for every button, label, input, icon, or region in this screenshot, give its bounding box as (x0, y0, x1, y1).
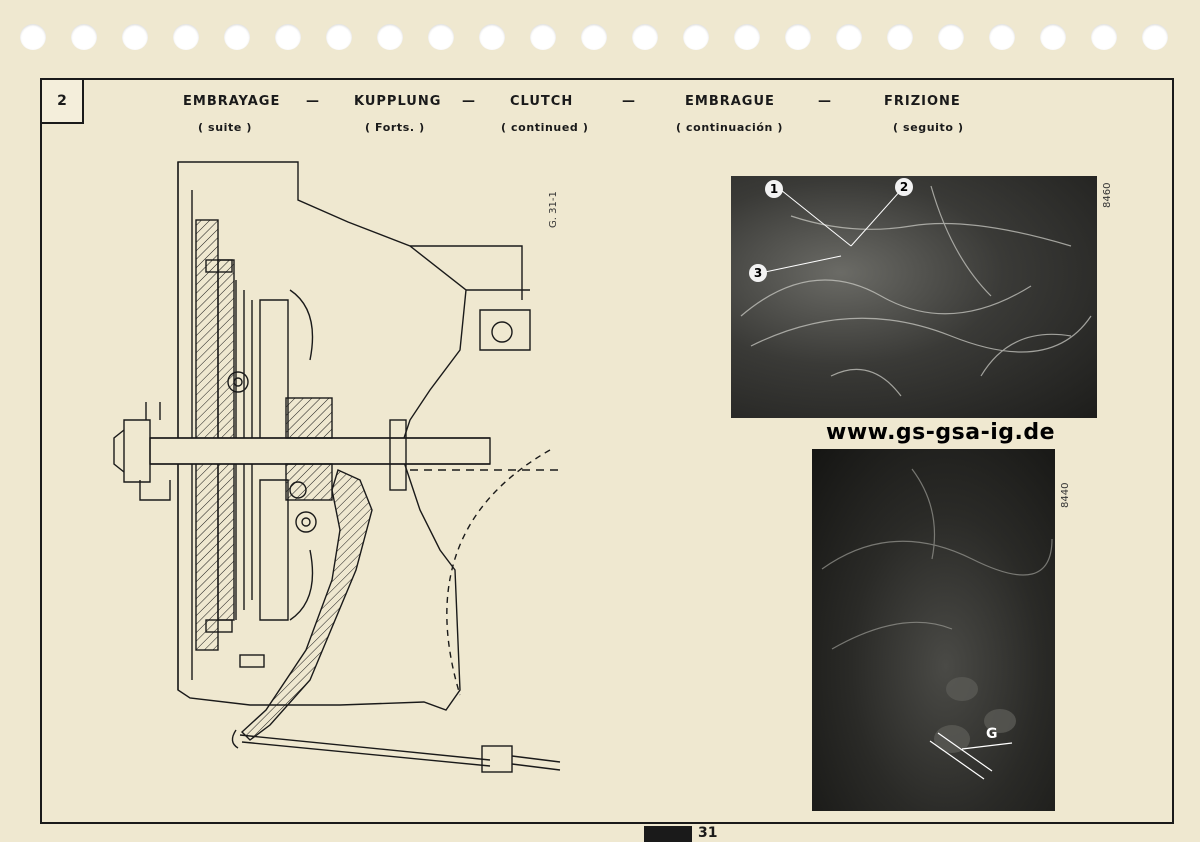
binder-hole (20, 24, 46, 50)
binder-hole (989, 24, 1015, 50)
binder-hole (683, 24, 709, 50)
heading-english: CLUTCH (510, 94, 574, 109)
binder-hole (428, 24, 454, 50)
subheading-french: ( suite ) (198, 121, 252, 134)
callout-2: 2 (895, 178, 913, 196)
subheading-italian: ( seguito ) (893, 121, 964, 134)
clutch-pedal-photo-bottom (812, 449, 1055, 811)
heading-separator: — (462, 94, 475, 109)
heading-separator: — (622, 94, 635, 109)
heading-separator: — (818, 94, 831, 109)
binder-hole (122, 24, 148, 50)
binder-hole (938, 24, 964, 50)
section-number: 2 (40, 78, 84, 124)
binder-hole (734, 24, 760, 50)
binder-hole (836, 24, 862, 50)
binder-hole (1040, 24, 1066, 50)
heading-french: EMBRAYAGE (183, 94, 281, 109)
binder-hole (887, 24, 913, 50)
engine-bay-photo-top (731, 176, 1097, 418)
binder-hole (479, 24, 505, 50)
page-number-bar (644, 826, 692, 842)
photo-bottom-reference: 8440 (1060, 482, 1071, 508)
heading-italian: FRIZIONE (884, 94, 961, 109)
page-number: 31 (698, 825, 718, 841)
binder-hole (275, 24, 301, 50)
binder-hole (581, 24, 607, 50)
binder-holes (0, 20, 1200, 54)
binder-hole (224, 24, 250, 50)
heading-spanish: EMBRAGUE (685, 94, 775, 109)
photo-top-reference: 8460 (1102, 182, 1113, 208)
binder-hole (1142, 24, 1168, 50)
subheading-spanish: ( continuación ) (676, 121, 784, 134)
binder-hole (71, 24, 97, 50)
binder-hole (173, 24, 199, 50)
heading-separator: — (306, 94, 319, 109)
callout-3: 3 (749, 264, 767, 282)
subheading-german: ( Forts. ) (365, 121, 425, 134)
subheading-english: ( continued ) (501, 121, 589, 134)
clutch-cross-section-diagram (110, 150, 570, 810)
binder-hole (326, 24, 352, 50)
photo-detail-lines (731, 176, 1097, 418)
heading-german: KUPPLUNG (354, 94, 442, 109)
binder-hole (530, 24, 556, 50)
binder-hole (377, 24, 403, 50)
gap-label-g: G (986, 726, 998, 742)
diagram-reference: G. 31-1 (548, 191, 559, 228)
binder-hole (1091, 24, 1117, 50)
binder-hole (632, 24, 658, 50)
callout-1: 1 (765, 180, 783, 198)
binder-hole (785, 24, 811, 50)
photo-detail-lines (812, 449, 1055, 811)
website-watermark: www.gs-gsa-ig.de (826, 420, 1056, 445)
